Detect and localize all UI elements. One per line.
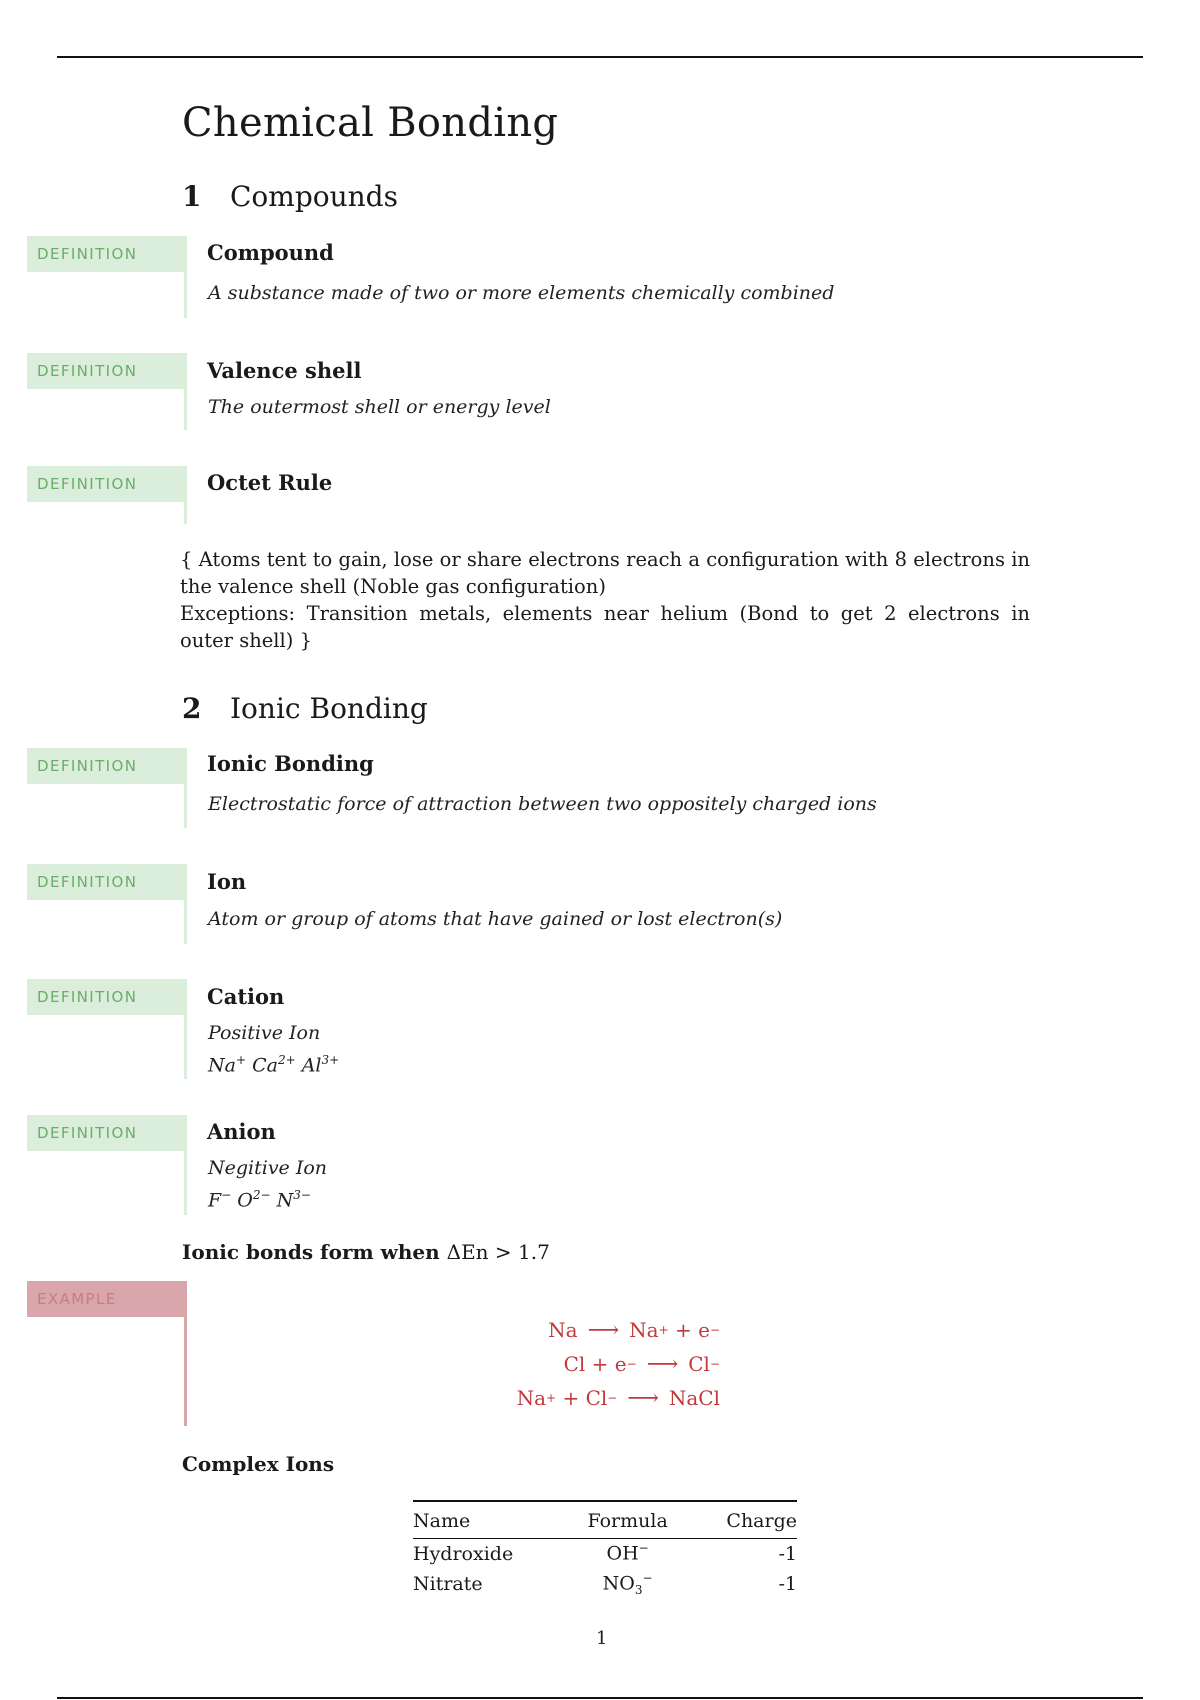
reaction-line — [440, 1381, 720, 1415]
definition-bar — [184, 748, 187, 828]
definition-desc: Atom or group of atoms that have gained or lost electron(s) — [208, 908, 783, 930]
ionic-condition-math: ΔEn > 1.7 — [446, 1240, 550, 1264]
column-header: Charge — [726, 1510, 797, 1532]
reaction-line — [440, 1347, 720, 1381]
reactant-extra-charge: − — [626, 1357, 637, 1371]
reactant-extra: + Cl — [556, 1386, 608, 1410]
bottom-rule — [57, 1697, 1143, 1699]
definition-tag: DEFINITION — [27, 236, 187, 272]
product-charge: − — [709, 1357, 720, 1371]
ion-symbol: O — [237, 1189, 253, 1212]
reactant: Cl — [563, 1352, 586, 1376]
octet-rule-paragraph — [180, 546, 1030, 654]
ion-charge: 2− — [252, 1188, 271, 1202]
cation-examples — [208, 1047, 339, 1079]
definition-tag: DEFINITION — [27, 1115, 187, 1151]
document-title: Chemical Bonding — [182, 100, 559, 146]
definition-bar — [184, 979, 187, 1079]
example-tag: EXAMPLE — [27, 1281, 187, 1317]
ionic-condition — [182, 1240, 550, 1264]
definition-tag: DEFINITION — [27, 466, 187, 502]
section-heading-compounds — [182, 180, 398, 213]
formula-base: OH — [606, 1542, 639, 1565]
column-header: Formula — [587, 1510, 668, 1532]
ion-charge: 3− — [293, 1188, 311, 1202]
ion-formula — [566, 1539, 689, 1570]
definition-bar — [184, 1115, 187, 1215]
definition-bar — [184, 466, 187, 524]
ion-symbol: Al — [301, 1054, 322, 1077]
column-header: Name — [413, 1510, 471, 1532]
ion-charge-value: -1 — [778, 1573, 797, 1596]
octet-rule-exceptions: Exceptions: Transition metals, elements near helium (Bond to get 2 electrons in outer shell) } — [180, 602, 1030, 652]
definition-desc: The outermost shell or energy level — [208, 396, 551, 418]
definition-tag: DEFINITION — [27, 979, 187, 1015]
reactant-extra: + e — [585, 1352, 627, 1376]
anion-label: Negitive Ion — [208, 1157, 328, 1179]
cation-label: Positive Ion — [208, 1022, 321, 1044]
formula-base: NO — [602, 1572, 635, 1595]
product-charge: + — [658, 1323, 669, 1337]
definition-tag: DEFINITION — [27, 748, 187, 784]
ion-symbol: Na — [208, 1054, 236, 1077]
reactant: Na — [516, 1386, 547, 1410]
definition-bar — [184, 864, 187, 944]
complex-ions-table — [413, 1500, 797, 1599]
reaction-arrow-icon: ⟶ — [627, 1385, 659, 1411]
table-row — [413, 1539, 797, 1570]
table-row — [413, 1569, 797, 1599]
definition-bar — [184, 236, 187, 318]
definition-tag: DEFINITION — [27, 864, 187, 900]
reaction-line — [440, 1313, 720, 1347]
product-extra: + e — [668, 1318, 710, 1342]
ion-symbol: F — [208, 1189, 222, 1212]
definition-desc: A substance made of two or more elements chemically combined — [208, 282, 835, 304]
ion-charge: 2+ — [277, 1053, 296, 1067]
ionic-condition-text: Ionic bonds form when — [182, 1240, 447, 1264]
section-number: 2 — [182, 692, 202, 725]
reaction-equations — [440, 1313, 720, 1415]
complex-ions-heading: Complex Ions — [182, 1452, 335, 1476]
product-extra-charge: − — [709, 1323, 720, 1337]
ion-name: Hydroxide — [413, 1543, 514, 1566]
definition-tag: DEFINITION — [27, 353, 187, 389]
definition-term: Ion — [207, 869, 247, 894]
definition-term: Valence shell — [207, 358, 362, 383]
definition-term: Compound — [207, 240, 334, 265]
octet-rule-text: { Atoms tent to gain, lose or share electrons reach a configuration with 8 electrons in the valence shell (Noble gas configuration) — [180, 548, 1030, 598]
definition-desc — [208, 1020, 339, 1079]
table-header-row — [413, 1501, 797, 1539]
formula-charge: − — [638, 1541, 649, 1555]
ion-charge: − — [221, 1188, 232, 1202]
section-title: Compounds — [230, 180, 398, 213]
definition-term: Octet Rule — [207, 470, 333, 495]
ion-charge-value: -1 — [778, 1543, 797, 1566]
reactant: Na — [548, 1318, 578, 1342]
definition-term: Ionic Bonding — [207, 751, 374, 776]
example-bar — [184, 1281, 187, 1426]
product: Na — [629, 1318, 659, 1342]
section-heading-ionic-bonding — [182, 692, 428, 725]
ion-name: Nitrate — [413, 1573, 483, 1596]
ion-charge: 3+ — [321, 1053, 340, 1067]
product: NaCl — [668, 1386, 720, 1410]
section-number: 1 — [182, 180, 202, 213]
product: Cl — [688, 1352, 710, 1376]
reaction-arrow-icon: ⟶ — [587, 1317, 620, 1343]
ion-charge: + — [235, 1053, 247, 1067]
reactant-charge: + — [546, 1391, 557, 1405]
definition-desc — [208, 1155, 327, 1214]
formula-subscript: 3 — [634, 1583, 643, 1598]
anion-examples — [208, 1182, 327, 1214]
top-rule — [57, 56, 1143, 58]
reaction-arrow-icon: ⟶ — [646, 1351, 679, 1377]
reactant-extra-charge: − — [607, 1391, 618, 1405]
ion-symbol: N — [276, 1189, 294, 1212]
formula-charge: − — [642, 1571, 653, 1586]
page-number: 1 — [596, 1628, 608, 1649]
definition-bar — [184, 353, 187, 430]
definition-desc: Electrostatic force of attraction between two oppositely charged ions — [208, 793, 877, 815]
definition-term: Cation — [207, 984, 285, 1009]
ion-symbol: Ca — [252, 1054, 278, 1077]
definition-term: Anion — [207, 1119, 276, 1144]
ion-formula — [566, 1569, 689, 1599]
section-title: Ionic Bonding — [230, 692, 428, 725]
